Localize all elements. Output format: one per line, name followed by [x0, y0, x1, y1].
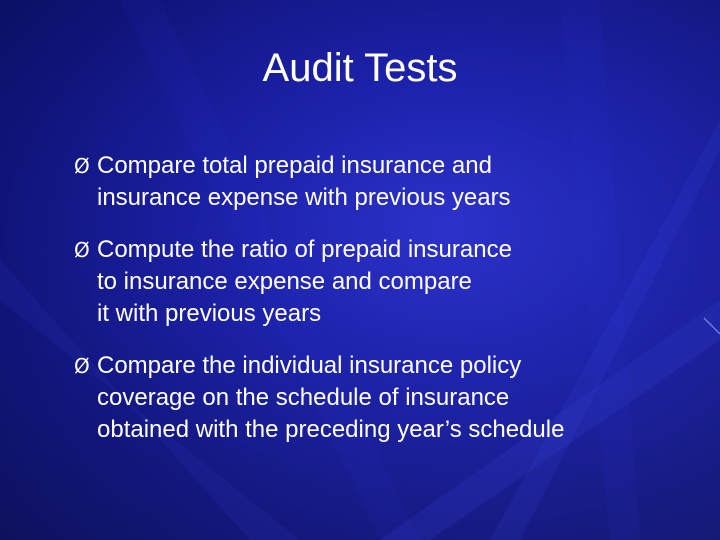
arrow-bullet-icon: Ø [74, 154, 90, 178]
arrow-bullet-icon: Ø [74, 354, 90, 378]
slide-title: Audit Tests [262, 46, 458, 90]
bullet-item [74, 234, 694, 330]
bullet-item [74, 150, 694, 214]
bullet-list [74, 150, 694, 466]
bullet-item [74, 350, 694, 446]
bullet-text: Compare the individual insurance policy coverage on the schedule of insurance obtained with the preceding year’s schedule [97, 352, 565, 443]
bullet-text: Compute the ratio of prepaid insurance to insurance expense and compare it with previous years [97, 236, 512, 327]
bullet-text: Compare total prepaid insurance and insurance expense with previous years [97, 152, 511, 211]
arrow-bullet-icon: Ø [74, 238, 90, 262]
